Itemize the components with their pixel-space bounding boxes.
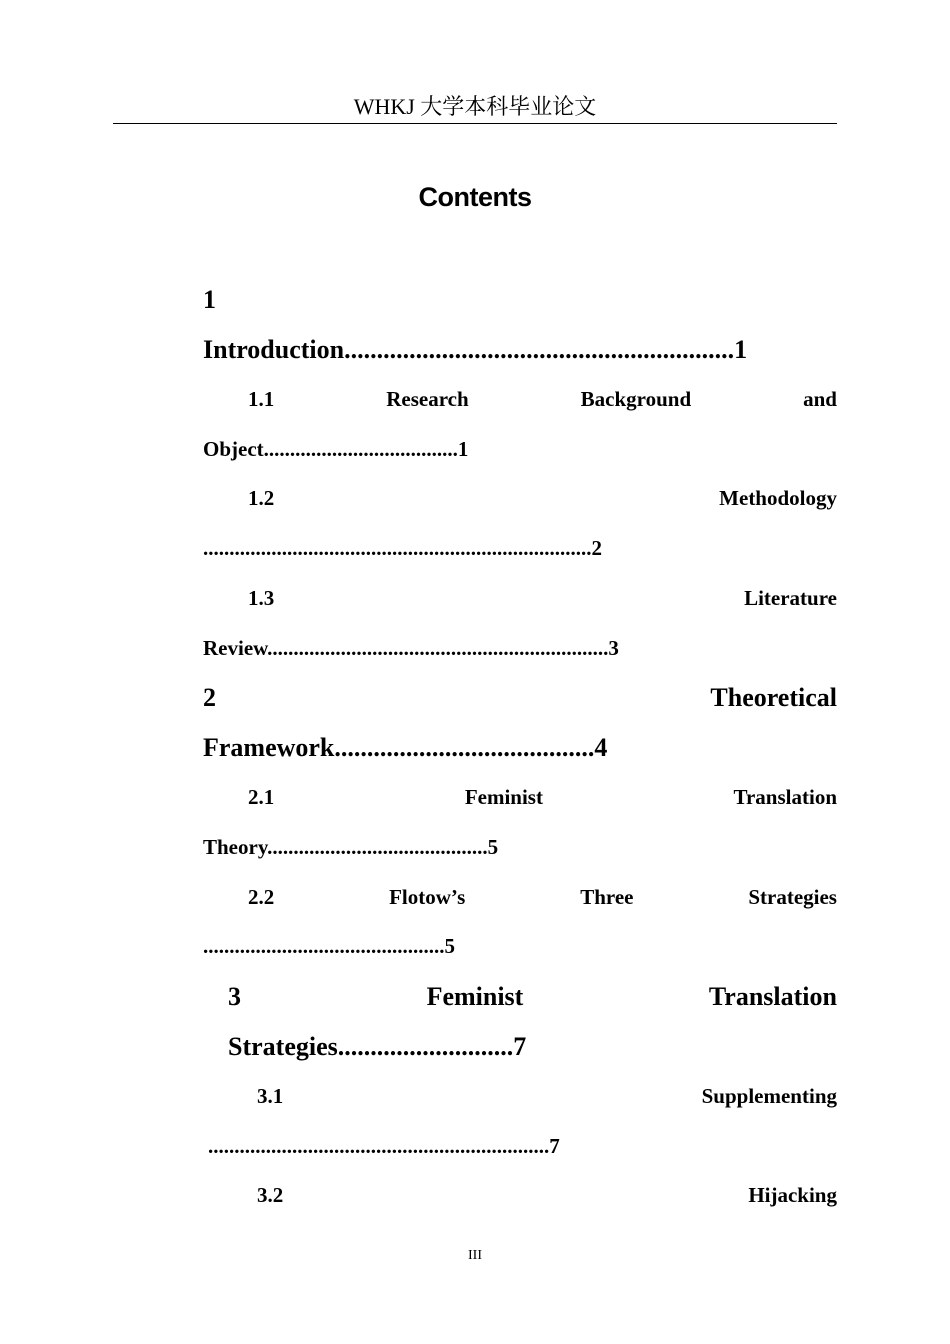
toc-entry-2-2[interactable]: 2.2 Flotow’s Three Strategies	[248, 885, 837, 909]
toc-entry-1-1-cont[interactable]: Object.....................................1	[203, 437, 469, 461]
toc-entry-3-2[interactable]: 3.2 Hijacking	[257, 1183, 837, 1207]
toc-leader-dots: ..............................................	[203, 934, 445, 958]
toc-leader-dots: .................................................................	[267, 636, 609, 660]
toc-entry-3[interactable]: 3 Feminist Translation	[228, 982, 837, 1011]
toc-page-number: 4	[594, 733, 608, 762]
header-rule	[113, 123, 837, 124]
page-header	[113, 92, 837, 122]
toc-leader-dots: ...........................	[337, 1032, 514, 1061]
toc-entry-2-2-cont[interactable]	[203, 931, 455, 961]
toc-leader-dots: ........................................	[334, 733, 595, 762]
toc-entry-3-1-cont[interactable]	[208, 1131, 560, 1161]
toc-title: Contents	[418, 182, 532, 212]
toc-entry-1-title[interactable]: Introduction............................................................1	[203, 335, 748, 364]
toc-page-number: 5	[487, 835, 499, 859]
toc-entry-3-cont[interactable]: Strategies...........................7	[228, 1032, 527, 1061]
toc-page-number: 5	[444, 934, 455, 958]
toc-leader-dots: ............................................................	[344, 335, 735, 364]
toc-leader-dots: ..........................................	[267, 835, 488, 859]
toc-leader-dots: .................................................................	[208, 1134, 550, 1158]
toc-entry-2-1[interactable]: 2.1 Feminist Translation	[248, 785, 837, 809]
toc-page-number: 3	[608, 636, 619, 660]
toc-page-number: 1	[457, 437, 469, 461]
toc-entry-1-number[interactable]: 1	[203, 285, 216, 314]
toc-entry-1-2[interactable]: 1.2 Methodology	[248, 486, 837, 510]
toc-entry-3-1[interactable]: 3.1 Supplementing	[257, 1084, 837, 1108]
toc-entry-2[interactable]: 2 Theoretical	[203, 683, 837, 712]
toc-page-number: 7	[549, 1134, 560, 1158]
toc-entry-1-1[interactable]: 1.1 Research Background and	[248, 387, 837, 411]
toc-page-number: 1	[734, 335, 748, 364]
toc-entry-2-cont[interactable]: Framework........................................4	[203, 733, 608, 762]
toc-entry-1-3[interactable]: 1.3 Literature	[248, 586, 837, 610]
toc-entry-1-2-cont[interactable]	[203, 533, 602, 563]
toc-entry-1-3-cont[interactable]: Review.................................................................3	[203, 636, 619, 660]
toc-leader-dots: ..........................................................................	[203, 536, 592, 560]
toc-page-number: 7	[513, 1032, 527, 1061]
page-number: III	[468, 1248, 482, 1263]
page-footer	[0, 1248, 950, 1264]
toc-leader-dots: .....................................	[263, 437, 458, 461]
toc-entry-2-1-cont[interactable]: Theory..........................................5	[203, 835, 499, 859]
header-title: WHKJ 大学本科毕业论文	[353, 94, 597, 119]
toc-page-number: 2	[591, 536, 602, 560]
